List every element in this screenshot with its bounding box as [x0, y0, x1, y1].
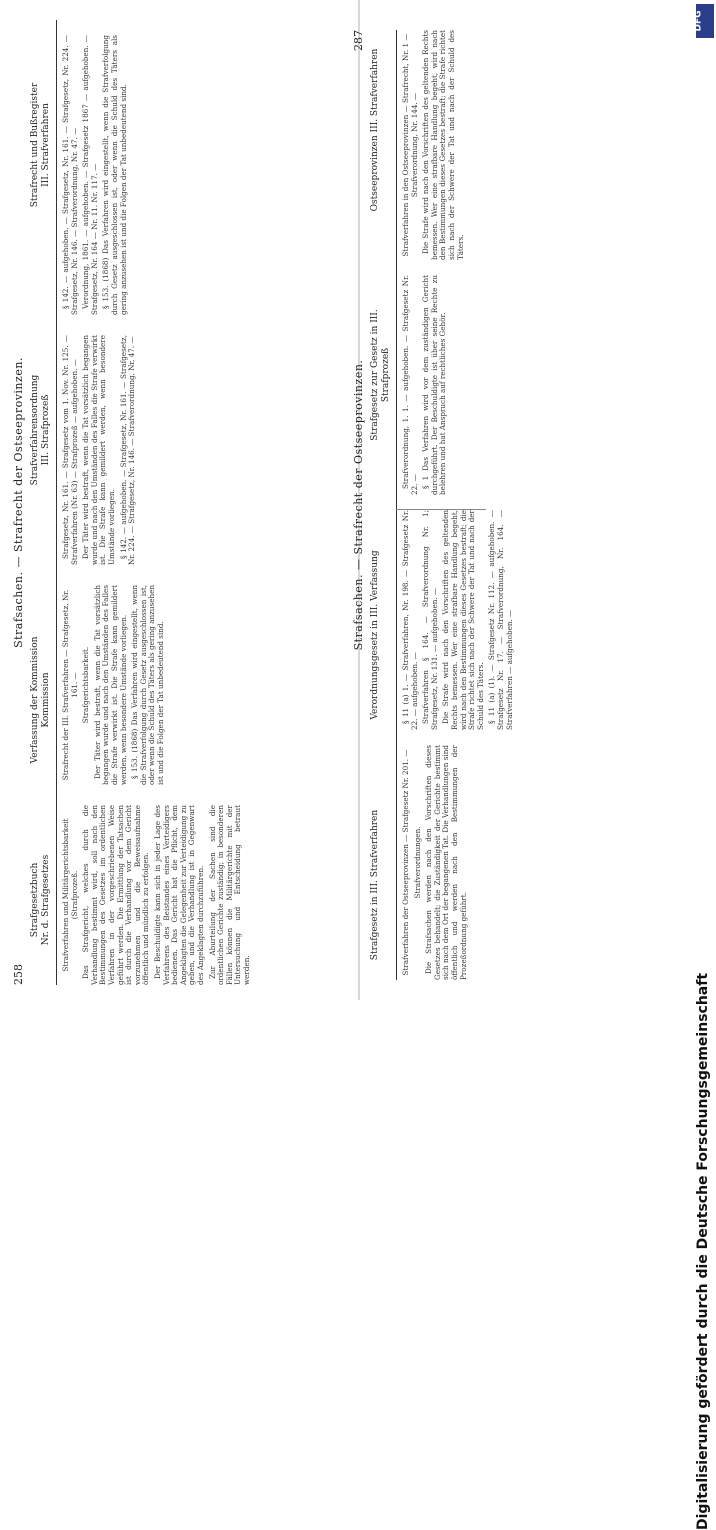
- left-header-rule: [56, 20, 57, 985]
- left-col-head-1: Strafgesetzbuch Nr. d. Strafgesetzes: [30, 854, 51, 946]
- left-col-head-2: Verfassung der Kommission Kommission: [30, 636, 51, 764]
- right-page: [352, 30, 652, 980]
- right-header-rule: [396, 30, 397, 980]
- right-column-1: Strafverfahren der Ostseeprovinzen — Strafgesetz Nr. 201. — Strafverordnungen. Die Strafsachen werden nach den Vorschriften dieses Gesetzes behandelt; die Zuständigkeit der Gerichte bestimmt sich nach dem Ort der begangenen Tat. Die Verhandlungen sind öffentlich und werden nach den Bestimmungen der Prozeßordnung geführt.: [401, 745, 468, 980]
- right-col-head-2: Verordnungsgesetz in III. Verfassung: [370, 550, 380, 720]
- left-column-4: § 142. — aufgehoben. — Strafgesetz, Nr. 161. — Strafgesetz, Nr. 224. — Strafgesetz, Nr. 146. — Strafverordnung, Nr. 47. — Verordnung, 1861. — aufgehoben. — Strafgesetz 1867 — aufgehoben. — Strafgesetz, Nr. 164 — Nr. 11. Nr. 117. — § 153. (1868) Das Verfahren wird eingestellt, wenn die Strafverfolgung durch Gesetz ausgeschlossen ist, oder wenn die Schuld des Täters als gering anzusehen ist und die Folgen der Tat unbedeutend sind.: [61, 35, 128, 315]
- left-page: [12, 20, 342, 985]
- right-column-3: Strafverordnung, 1. 1. — aufgehoben. — Strafgesetz Nr. 22. — § 1 Das Verfahren wird vor dem zuständigen Gericht durchgeführt. Der Beschuldigte ist über seine Rechte zu belehren und hat Anspruch auf rechtliches Gehör.: [401, 275, 448, 495]
- left-running-head: Strafsachen. — Strafrecht der Ostseeprovinzen.: [12, 357, 25, 648]
- left-page-number: 258: [12, 964, 25, 985]
- right-col-head-1: Strafgesetz in III. Strafverfahren: [370, 809, 380, 961]
- dfg-watermark-text: Digitalisierung gefördert durch die Deutsche Forschungsgemeinschaft: [695, 972, 711, 1530]
- left-column-3: Strafgesetz, Nr. 161. — Strafgesetz vom 1. Nov. Nr. 125. — Strafverfahren (Nr. 63) — Strafprozeß — aufgehoben. — Der Täter wird bestraft, wenn die Tat vorsätzlich begangen wurde und nach den Umständen des Falles die Strafe verwirkt ist. Die Strafe kann gemildert werden, wenn besondere Umstände vorliegen. § 142. — aufgehoben. — Strafgesetz, Nr. 161. — Strafgesetz, Nr. 224. — Strafgesetz, Nr. 146. — Strafverordnung, Nr. 47. —: [61, 335, 137, 565]
- dfg-watermark: [692, 432, 714, 1530]
- right-running-head: Strafsachen. — Strafrecht der Ostseeprovinzen.: [352, 359, 365, 651]
- right-col-head-4: Ostseeprovinzen III. Strafverfahren: [370, 48, 380, 212]
- left-col-head-3: Strafverfahrensordnung III. Strafprozeß: [30, 374, 51, 486]
- dfg-logo-icon: DFG: [696, 4, 714, 38]
- right-column-4: Strafverfahren in den Ostseeprovinzen — Strafrecht, Nr. 1 — Strafverordnung, Nr. 144. — Die Strafe wird nach den Vorschriften des geltenden Rechts bemessen. Wer eine strafbare Handlung begeht, wird nach den Bestimmungen dieses Gesetzes bestraft; die Strafe richtet sich nach der Schwere der Tat und nach der Schuld des Täters.: [401, 30, 465, 260]
- right-column-2: § 11 (a) 1. — Strafverfahren, Nr. 198. — Strafgesetz Nr. 22. — aufgehoben. — Strafverfahren § 164. — Strafverordnung Nr. 1; Strafgesetz, Nr. 131. — aufgehoben. — Die Strafe wird nach den Vorschriften des geltenden Rechts bemessen. Wer eine strafbare Handlung begeht, wird nach den Bestimmungen dieses Gesetzes bestraft; die Strafe richtet sich nach der Schwere der Tat und nach der Schuld des Täters. § 11 (a) (1). — Strafgesetz Nr. 112. — aufgehoben. — Strafgesetz Nr. 17. — Strafverordnung, Nr. 164. — Strafverfahren — aufgehoben. —: [401, 510, 514, 730]
- left-column-2: Strafrecht der III. Strafverfahren — Strafgesetz, Nr. 161. — Strafgerichtsbarkeit. Der Täter wird bestraft, wenn die Tat vorsätzlich begangen wurde und nach den Umständen des Falles die Strafe verwirkt ist. Die Strafe kann gemildert werden, wenn besondere Umstände vorliegen. § 153. (1868) Das Verfahren wird eingestellt, wenn die Strafverfolgung durch Gesetz ausgeschlossen ist, oder wenn die Schuld des Täters als gering anzusehen ist und die Folgen der Tat unbedeutend sind.: [61, 585, 165, 785]
- right-page-number: 287: [352, 30, 365, 51]
- left-column-1: Strafverfahren und Militärgerichtsbarkeit (Strafprozeß. Das Strafgericht, welches durch die Verhandlung bestimmt wird, soll nach den Bestimmungen des Gesetzes im ordentlichen Verfahren in der vorgeschriebenen Weise geführt werden. Die Ermittlung der Tatsachen ist durch die Verhandlung vor dem Gericht vorzunehmen und die Beweisaufnahme öffentlich und mündlich zu erfolgen. Der Beschuldigte kann sich in jeder Lage des Verfahrens des Beistandes eines Verteidigers bedienen. Das Gericht hat die Pflicht, dem Angeklagten die Gelegenheit zur Verteidigung zu geben, und die Verhandlung ist in Gegenwart des Angeklagten durchzuführen. Zur Aburteilung der Sachen sind die ordentlichen Gerichte zuständig; in besonderen Fällen können die Militärgerichte mit der Untersuchung und Entscheidung betraut werden.: [61, 805, 251, 985]
- left-col-head-4: Strafrecht und Bußregister III. Strafverfahren: [30, 82, 51, 208]
- right-col-head-3: Strafgesetz zur Gesetz in III. Strafprozeß: [370, 309, 391, 441]
